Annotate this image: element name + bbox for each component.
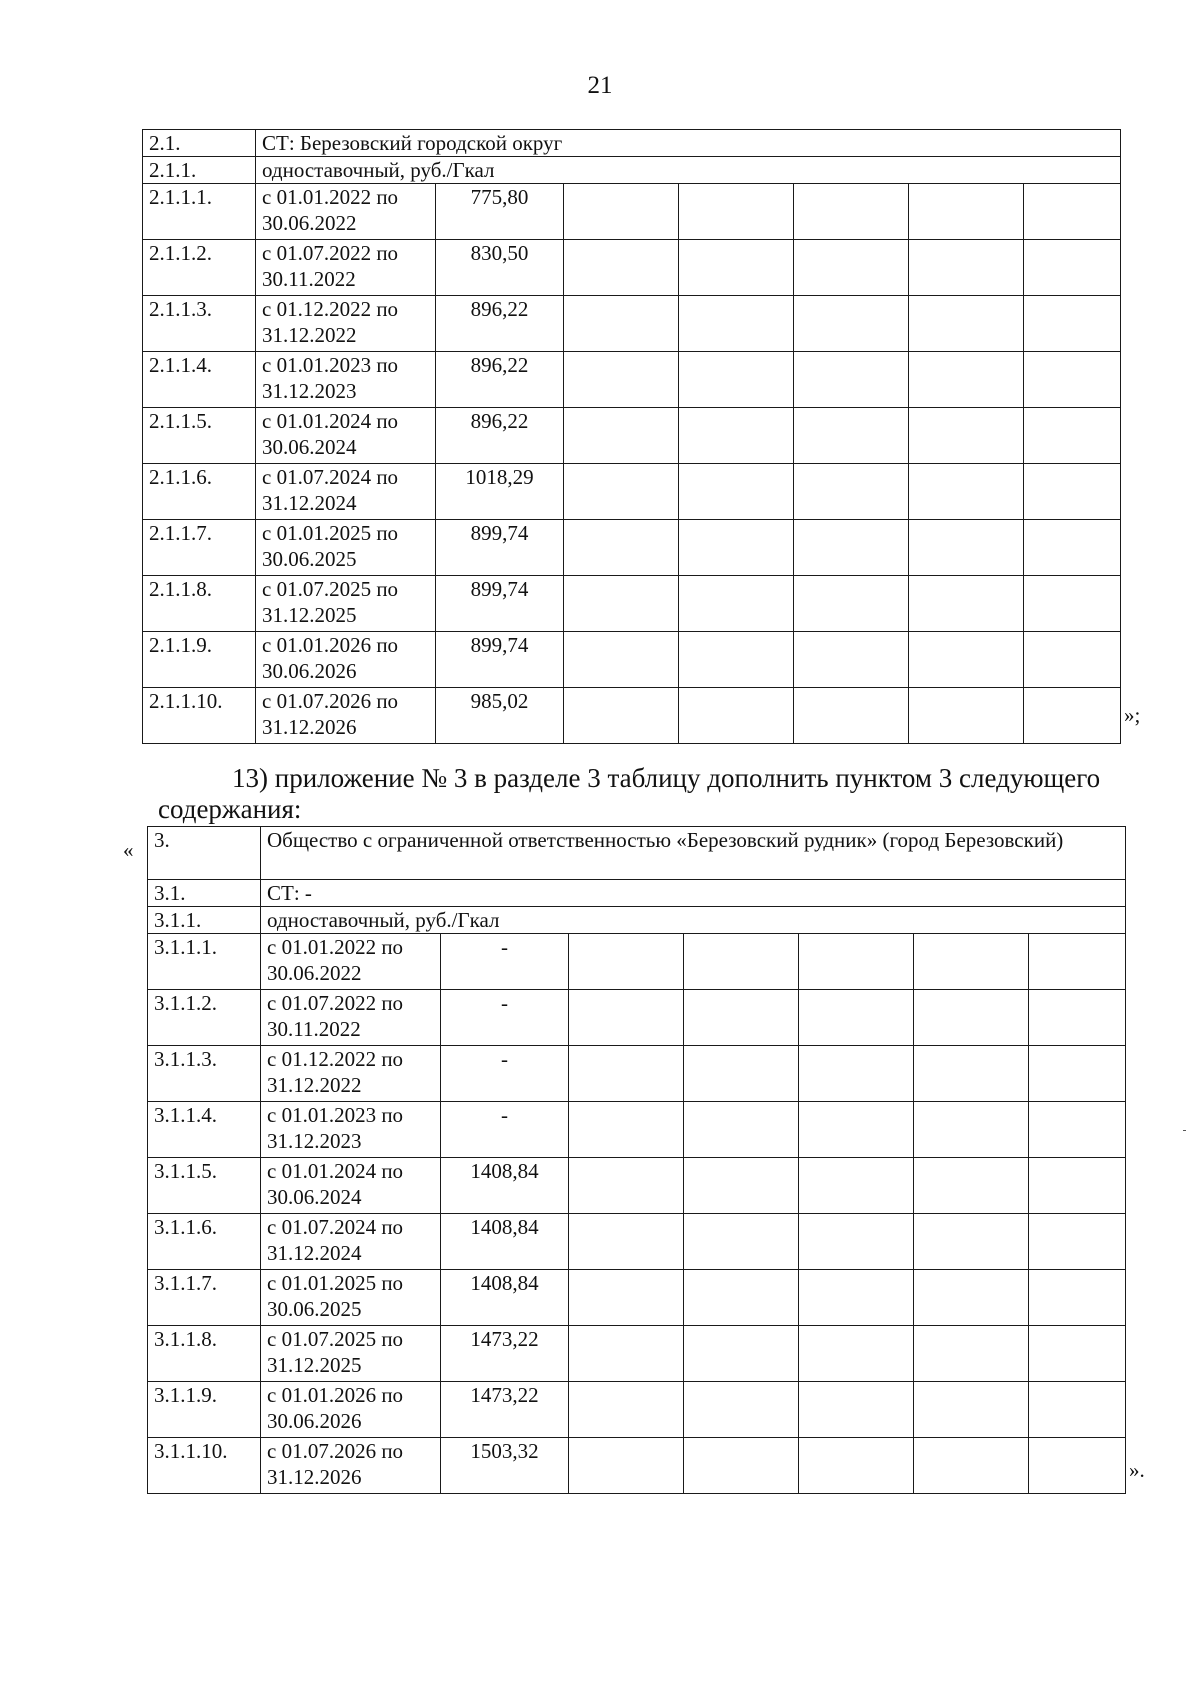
tariff-table-berezovsky-district [142, 129, 1121, 744]
row-code: 3.1.1.1. [148, 934, 261, 990]
row-code: 3.1.1.2. [148, 990, 261, 1046]
empty-cell [679, 296, 794, 352]
tariff-value: 896,22 [436, 296, 564, 352]
tariff-value: - [441, 1046, 569, 1102]
empty-cell [1029, 1214, 1126, 1270]
tariff-value: 896,22 [436, 352, 564, 408]
period-cell: с 01.07.2025 по 31.12.2025 [256, 576, 436, 632]
table-row [148, 1438, 1126, 1494]
table-row [143, 464, 1121, 520]
empty-cell [564, 240, 679, 296]
row-code: 3.1.1.5. [148, 1158, 261, 1214]
empty-cell [679, 688, 794, 744]
period-cell: с 01.07.2024 по 31.12.2024 [261, 1214, 441, 1270]
row-code: 3.1.1.7. [148, 1270, 261, 1326]
tariff-value: 1503,32 [441, 1438, 569, 1494]
period-cell: с 01.01.2022 по 30.06.2022 [256, 184, 436, 240]
empty-cell [794, 352, 909, 408]
tariff-value: - [441, 990, 569, 1046]
empty-cell [1029, 1382, 1126, 1438]
table-row [143, 240, 1121, 296]
period-cell: с 01.01.2023 по 31.12.2023 [261, 1102, 441, 1158]
empty-cell [1024, 576, 1121, 632]
tariff-value: 1408,84 [441, 1270, 569, 1326]
page-number: 21 [587, 72, 613, 99]
table-row [143, 408, 1121, 464]
empty-cell [914, 1270, 1029, 1326]
empty-cell [564, 408, 679, 464]
row-code: 2.1.1.7. [143, 520, 256, 576]
empty-cell [909, 184, 1024, 240]
empty-cell [794, 632, 909, 688]
empty-cell [564, 352, 679, 408]
table-row [143, 632, 1121, 688]
row-code: 3.1.1.3. [148, 1046, 261, 1102]
empty-cell [679, 464, 794, 520]
period-cell: с 01.12.2022 по 31.12.2022 [261, 1046, 441, 1102]
empty-cell [569, 1270, 684, 1326]
tariff-value: 1473,22 [441, 1326, 569, 1382]
empty-cell [909, 408, 1024, 464]
scan-mark [1183, 1130, 1186, 1131]
empty-cell [564, 576, 679, 632]
row-heading: СТ: - [261, 880, 1126, 907]
opening-quote-mark: « [123, 838, 134, 862]
tariff-value: 985,02 [436, 688, 564, 744]
empty-cell [909, 632, 1024, 688]
row-code: 2.1.1.6. [143, 464, 256, 520]
row-heading: одноставочный, руб./Гкал [256, 157, 1121, 184]
empty-cell [679, 632, 794, 688]
empty-cell [1029, 1270, 1126, 1326]
empty-cell [1029, 934, 1126, 990]
empty-cell [564, 688, 679, 744]
empty-cell [909, 240, 1024, 296]
empty-cell [914, 1046, 1029, 1102]
empty-cell [569, 1158, 684, 1214]
table-header-row [143, 157, 1121, 184]
empty-cell [909, 296, 1024, 352]
empty-cell [799, 1438, 914, 1494]
period-cell: с 01.07.2022 по 30.11.2022 [261, 990, 441, 1046]
table-row [148, 1214, 1126, 1270]
tariff-value: - [441, 934, 569, 990]
row-code: 2.1.1.5. [143, 408, 256, 464]
tariff-value: 899,74 [436, 632, 564, 688]
row-code: 3.1.1.10. [148, 1438, 261, 1494]
row-code: 3.1. [148, 880, 261, 907]
empty-cell [564, 296, 679, 352]
empty-cell [679, 240, 794, 296]
empty-cell [564, 464, 679, 520]
empty-cell [794, 688, 909, 744]
empty-cell [684, 1326, 799, 1382]
period-cell: с 01.01.2026 по 30.06.2026 [261, 1382, 441, 1438]
paragraph-line: 13) приложение № 3 в разделе 3 таблицу дополнить пунктом 3 следующего [232, 763, 1101, 793]
paragraph-line: содержания: [158, 794, 302, 824]
empty-cell [684, 934, 799, 990]
table-row [143, 688, 1121, 744]
empty-cell [569, 1382, 684, 1438]
empty-cell [1029, 990, 1126, 1046]
period-cell: с 01.01.2022 по 30.06.2022 [261, 934, 441, 990]
empty-cell [799, 934, 914, 990]
tariff-value: 899,74 [436, 520, 564, 576]
empty-cell [684, 1438, 799, 1494]
empty-cell [684, 1158, 799, 1214]
empty-cell [569, 1046, 684, 1102]
empty-cell [1024, 688, 1121, 744]
empty-cell [679, 184, 794, 240]
empty-cell [684, 990, 799, 1046]
row-code: 3.1.1.4. [148, 1102, 261, 1158]
empty-cell [684, 1214, 799, 1270]
period-cell: с 01.07.2025 по 31.12.2025 [261, 1326, 441, 1382]
table-row [148, 990, 1126, 1046]
table-row [143, 520, 1121, 576]
row-code: 3.1.1.6. [148, 1214, 261, 1270]
empty-cell [1029, 1102, 1126, 1158]
period-cell: с 01.07.2022 по 30.11.2022 [256, 240, 436, 296]
tariff-value: 830,50 [436, 240, 564, 296]
empty-cell [799, 1158, 914, 1214]
empty-cell [679, 576, 794, 632]
period-cell: с 01.01.2024 по 30.06.2024 [261, 1158, 441, 1214]
table-row [143, 576, 1121, 632]
empty-cell [569, 934, 684, 990]
empty-cell [794, 240, 909, 296]
empty-cell [794, 408, 909, 464]
table-row [148, 1158, 1126, 1214]
row-heading: СТ: Березовский городской округ [256, 130, 1121, 157]
empty-cell [799, 1046, 914, 1102]
empty-cell [1024, 408, 1121, 464]
closing-quote-mark: »; [1124, 703, 1141, 727]
period-cell: с 01.01.2025 по 30.06.2025 [256, 520, 436, 576]
closing-quote-mark: ». [1129, 1458, 1145, 1482]
empty-cell [1029, 1158, 1126, 1214]
empty-cell [684, 1270, 799, 1326]
tariff-value: 1473,22 [441, 1382, 569, 1438]
empty-cell [914, 1438, 1029, 1494]
row-code: 3. [148, 827, 261, 880]
row-code: 2.1.1. [143, 157, 256, 184]
empty-cell [569, 1326, 684, 1382]
empty-cell [569, 1102, 684, 1158]
empty-cell [799, 990, 914, 1046]
empty-cell [1024, 184, 1121, 240]
empty-cell [914, 1214, 1029, 1270]
table-header-row [148, 907, 1126, 934]
table-header-row [148, 880, 1126, 907]
empty-cell [794, 464, 909, 520]
empty-cell [1024, 240, 1121, 296]
empty-cell [794, 576, 909, 632]
tariff-value: 775,80 [436, 184, 564, 240]
period-cell: с 01.12.2022 по 31.12.2022 [256, 296, 436, 352]
row-code: 2.1.1.10. [143, 688, 256, 744]
row-code: 3.1.1.8. [148, 1326, 261, 1382]
empty-cell [794, 184, 909, 240]
empty-cell [914, 990, 1029, 1046]
period-cell: с 01.01.2026 по 30.06.2026 [256, 632, 436, 688]
empty-cell [564, 184, 679, 240]
empty-cell [684, 1102, 799, 1158]
tariff-value: 899,74 [436, 576, 564, 632]
empty-cell [679, 408, 794, 464]
empty-cell [1029, 1046, 1126, 1102]
empty-cell [679, 520, 794, 576]
row-code: 2.1.1.8. [143, 576, 256, 632]
empty-cell [1024, 632, 1121, 688]
empty-cell [799, 1326, 914, 1382]
empty-cell [799, 1214, 914, 1270]
empty-cell [569, 1438, 684, 1494]
organization-row [148, 827, 1126, 880]
empty-cell [679, 352, 794, 408]
empty-cell [569, 990, 684, 1046]
period-cell: с 01.01.2024 по 30.06.2024 [256, 408, 436, 464]
empty-cell [799, 1102, 914, 1158]
row-code: 2.1.1.2. [143, 240, 256, 296]
tariff-table-berezovsky-mine [147, 826, 1126, 1494]
row-code: 3.1.1. [148, 907, 261, 934]
empty-cell [794, 296, 909, 352]
row-code: 2.1.1.9. [143, 632, 256, 688]
row-code: 2.1.1.1. [143, 184, 256, 240]
table-row [148, 1382, 1126, 1438]
empty-cell [799, 1270, 914, 1326]
table-header-row [143, 130, 1121, 157]
period-cell: с 01.01.2023 по 31.12.2023 [256, 352, 436, 408]
empty-cell [909, 688, 1024, 744]
table-row [143, 184, 1121, 240]
period-cell: с 01.07.2026 по 31.12.2026 [261, 1438, 441, 1494]
tariff-value: 1018,29 [436, 464, 564, 520]
empty-cell [1024, 464, 1121, 520]
empty-cell [684, 1382, 799, 1438]
empty-cell [1024, 352, 1121, 408]
table-row [148, 934, 1126, 990]
empty-cell [564, 632, 679, 688]
table-row [148, 1326, 1126, 1382]
row-code: 2.1.1.4. [143, 352, 256, 408]
empty-cell [909, 520, 1024, 576]
row-code: 3.1.1.9. [148, 1382, 261, 1438]
table-row [143, 296, 1121, 352]
empty-cell [914, 1102, 1029, 1158]
row-code: 2.1. [143, 130, 256, 157]
empty-cell [799, 1382, 914, 1438]
empty-cell [1024, 296, 1121, 352]
table-row [148, 1102, 1126, 1158]
empty-cell [1029, 1438, 1126, 1494]
row-heading: одноставочный, руб./Гкал [261, 907, 1126, 934]
tariff-value: 1408,84 [441, 1214, 569, 1270]
amendment-paragraph [158, 763, 1158, 825]
empty-cell [909, 464, 1024, 520]
empty-cell [914, 1326, 1029, 1382]
empty-cell [914, 1158, 1029, 1214]
empty-cell [564, 520, 679, 576]
empty-cell [684, 1046, 799, 1102]
period-cell: с 01.07.2026 по 31.12.2026 [256, 688, 436, 744]
empty-cell [914, 934, 1029, 990]
table-row [148, 1270, 1126, 1326]
empty-cell [914, 1382, 1029, 1438]
period-cell: с 01.01.2025 по 30.06.2025 [261, 1270, 441, 1326]
row-code: 2.1.1.3. [143, 296, 256, 352]
empty-cell [909, 576, 1024, 632]
tariff-value: 896,22 [436, 408, 564, 464]
empty-cell [569, 1214, 684, 1270]
tariff-value: - [441, 1102, 569, 1158]
empty-cell [909, 352, 1024, 408]
organization-name: Общество с ограниченной ответственностью «Березовский рудник» (город Березовский) [261, 827, 1126, 880]
table-row [148, 1046, 1126, 1102]
empty-cell [794, 520, 909, 576]
period-cell: с 01.07.2024 по 31.12.2024 [256, 464, 436, 520]
tariff-value: 1408,84 [441, 1158, 569, 1214]
empty-cell [1029, 1326, 1126, 1382]
table-row [143, 352, 1121, 408]
empty-cell [1024, 520, 1121, 576]
